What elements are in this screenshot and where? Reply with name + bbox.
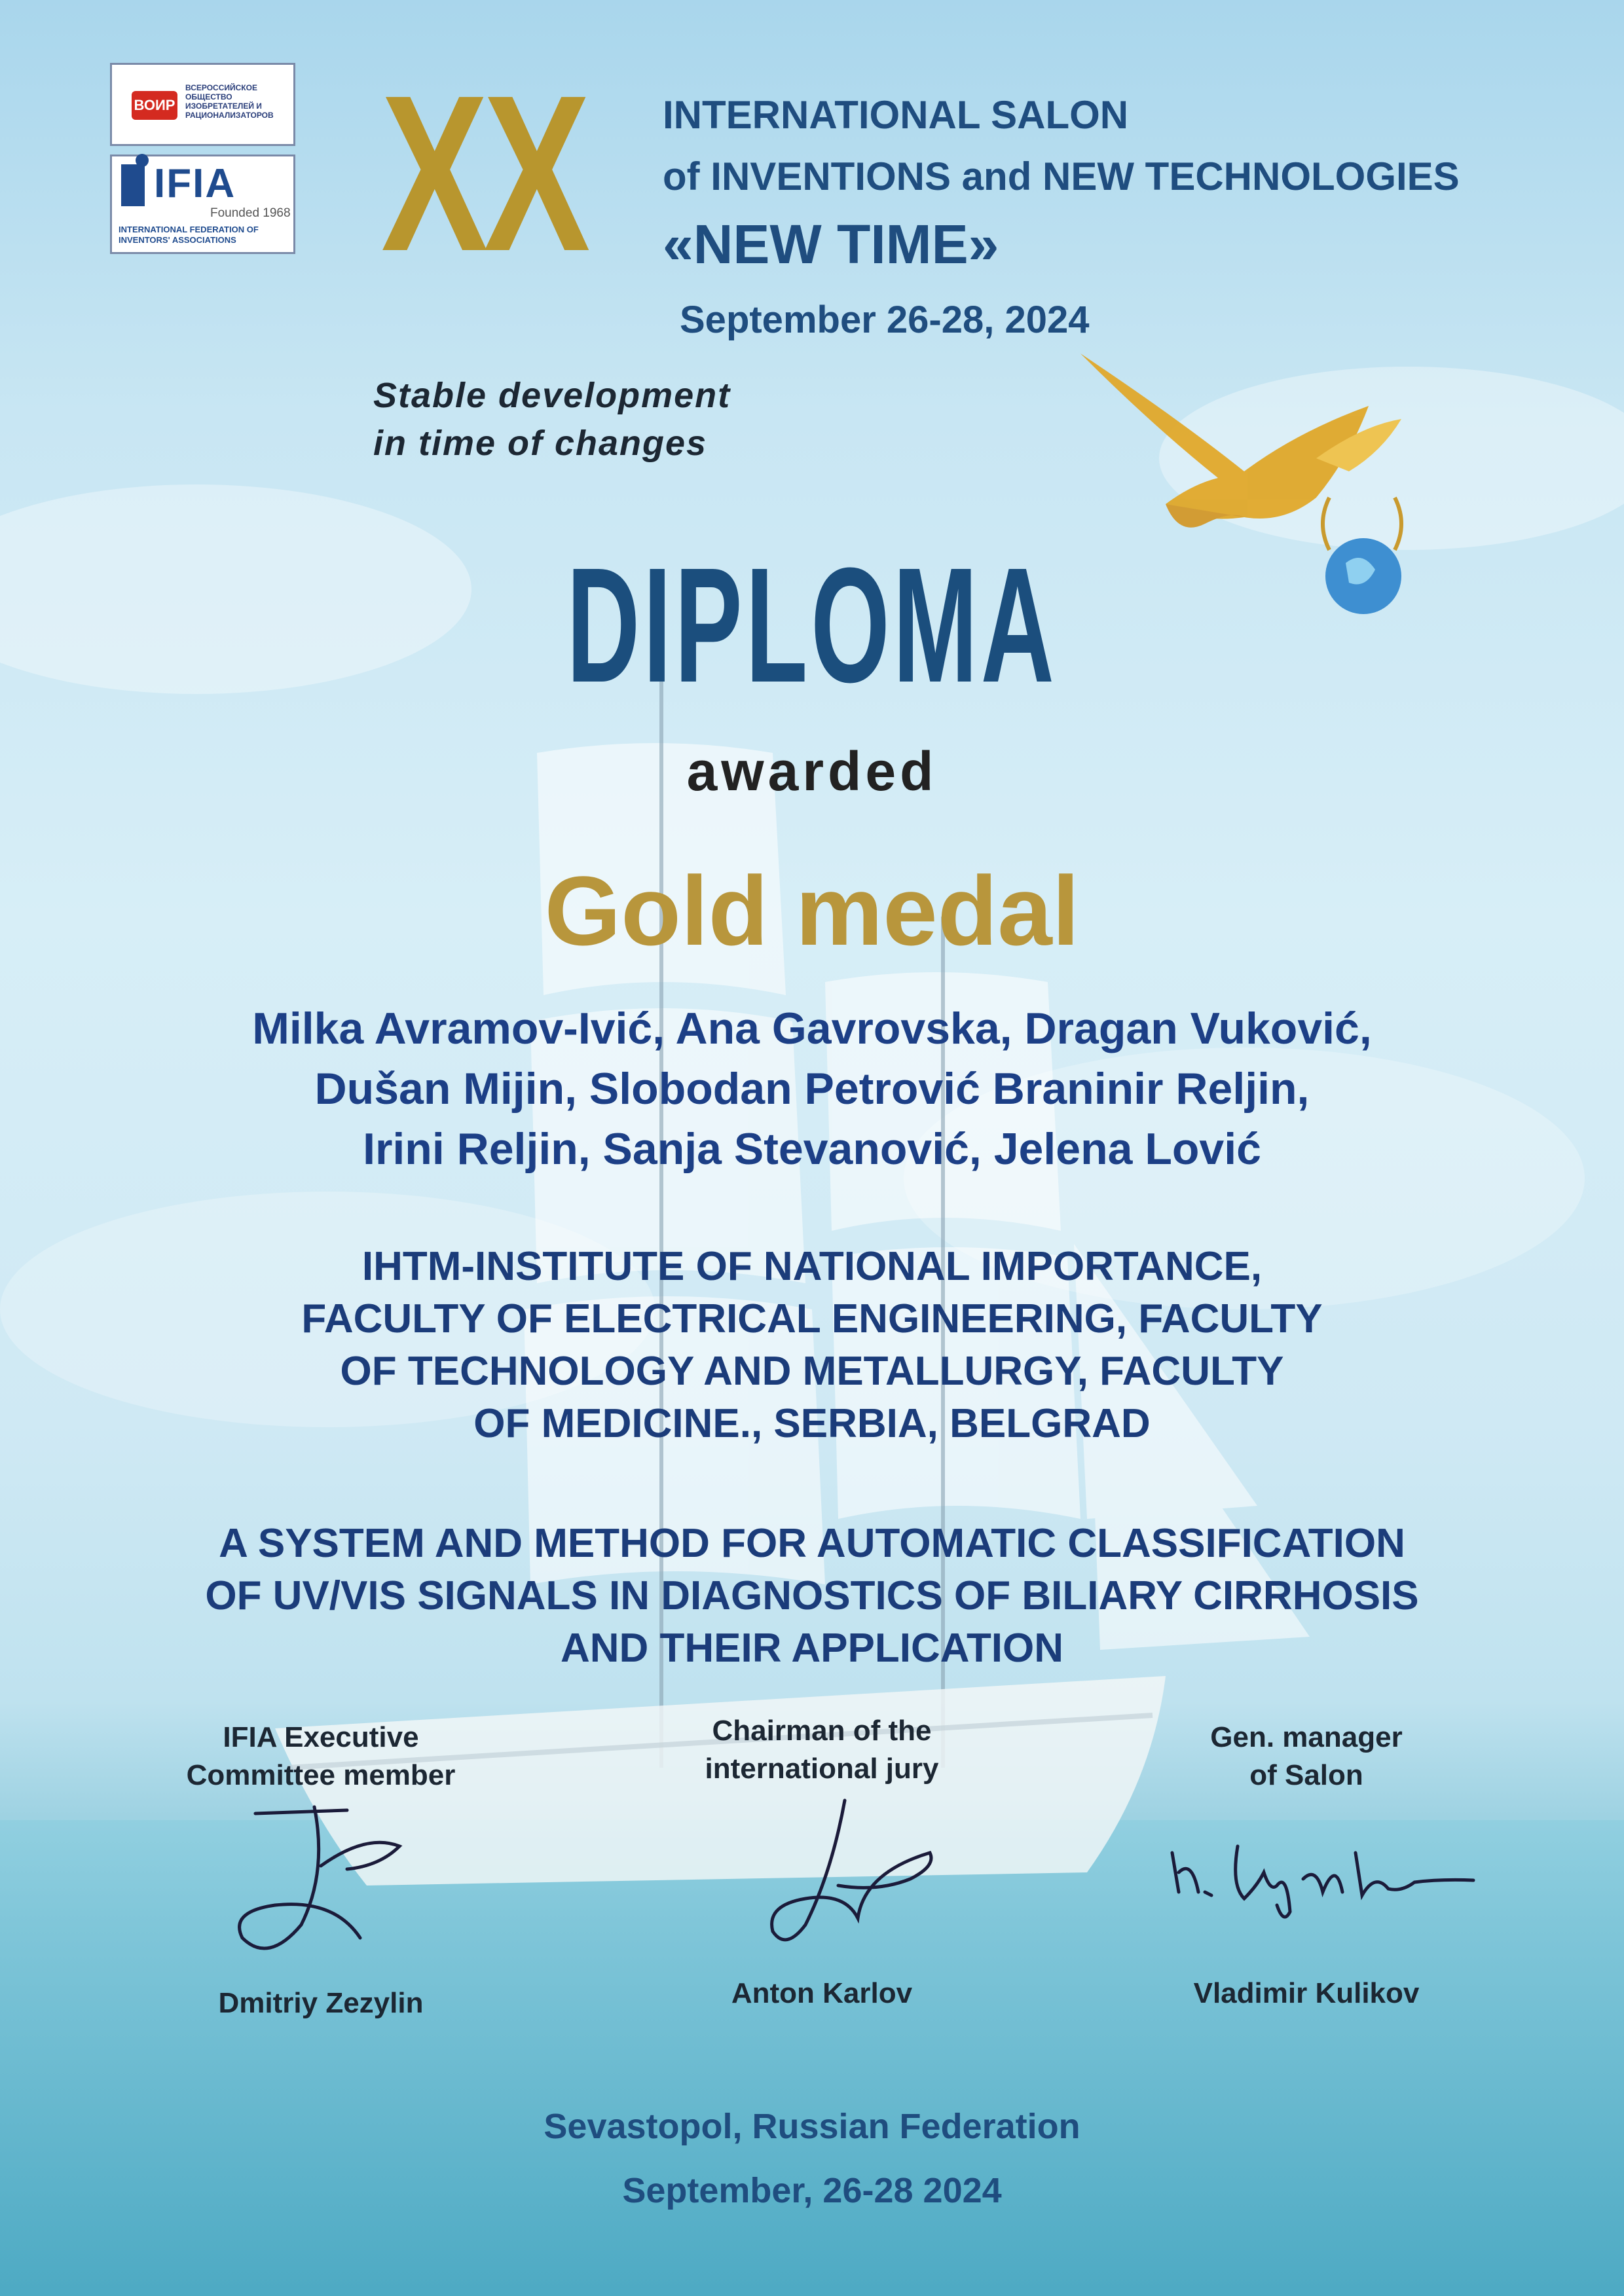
ifia-logo-name: IFIA (154, 161, 236, 206)
motto-line1: Stable development (373, 376, 731, 415)
institution-line: OF TECHNOLOGY AND METALLURGY, FACULTY (340, 1349, 1284, 1394)
signatory-3-name: Vladimir Kulikov (1193, 1977, 1420, 2009)
diploma-title: DIPLOMA (566, 534, 1058, 716)
salon-dates: September 26-28, 2024 (680, 299, 1090, 341)
authors-line: Irini Reljin, Sanja Stevanović, Jelena Lović (363, 1124, 1261, 1174)
footer-place: Sevastopol, Russian Federation (544, 2107, 1080, 2146)
signatory-role-line: IFIA Executive (223, 1721, 419, 1753)
institution-line: FACULTY OF ELECTRICAL ENGINEERING, FACULTY (301, 1296, 1323, 1341)
institution-line: OF MEDICINE., SERBIA, BELGRAD (473, 1401, 1151, 1446)
signatory-role-line: Committee member (186, 1759, 456, 1791)
invention-title-line: OF UV/VIS SIGNALS IN DIAGNOSTICS OF BILIARY CIRRHOSIS (205, 1573, 1419, 1618)
signatory-2-role (625, 1712, 1018, 1788)
signatory-1-name: Dmitriy Zezylin (218, 1987, 424, 2019)
signature-kulikov (1166, 1833, 1480, 1931)
salon-title-line2: of INVENTIONS and NEW TECHNOLOGIES (663, 155, 1460, 198)
signature-zezylin (216, 1794, 465, 1990)
edition-number: XX (381, 49, 586, 298)
invention-title-line: A SYSTEM AND METHOD FOR AUTOMATIC CLASSIFICATION (219, 1521, 1405, 1566)
footer-date: September, 26-28 2024 (622, 2171, 1002, 2210)
ifia-federation: INTERNATIONAL FEDERATION OF INVENTORS' ASSOCIATIONS (119, 225, 259, 245)
signatory-role-line: Gen. manager (1210, 1721, 1403, 1753)
salon-title-line1: INTERNATIONAL SALON (663, 93, 1129, 137)
authors-line: Milka Avramov-Ivić, Ana Gavrovska, Dragan Vuković, (252, 1004, 1372, 1053)
salon-title-line3: «NEW TIME» (663, 213, 999, 275)
motto-line2: in time of changes (373, 424, 708, 463)
authors-line: Dušan Mijin, Slobodan Petrović Braninir Reljin, (314, 1064, 1310, 1114)
signatory-role-line: of Salon (1249, 1759, 1363, 1791)
authors-block (0, 998, 1624, 1179)
signatory-3-role (1110, 1719, 1503, 1795)
signatory-2-name: Anton Karlov (731, 1977, 913, 2009)
signatory-role-line: Chairman of the (712, 1715, 932, 1747)
voir-logo-text: ВСЕРОССИЙСКОЕ ОБЩЕСТВО ИЗОБРЕТАТЕЛЕЙ И РАЦИОНАЛИЗАТОРОВ (185, 83, 274, 120)
invention-title-line: AND THEIR APPLICATION (560, 1626, 1064, 1671)
institution-block (0, 1241, 1624, 1450)
ifia-founded: Founded 1968 (210, 206, 291, 220)
award-name: Gold medal (544, 856, 1080, 966)
ifia-i-mark (121, 164, 145, 206)
invention-title-block (0, 1518, 1624, 1675)
voir-badge: ВОИР (132, 91, 177, 120)
ifia-logo (110, 155, 295, 254)
voir-logo (110, 63, 295, 146)
signatory-1-role (124, 1719, 517, 1795)
signatory-role-line: international jury (705, 1753, 939, 1785)
signature-karlov (714, 1794, 963, 1964)
awarded-label: awarded (686, 740, 938, 802)
institution-line: IHTM-INSTITUTE OF NATIONAL IMPORTANCE, (361, 1244, 1263, 1289)
